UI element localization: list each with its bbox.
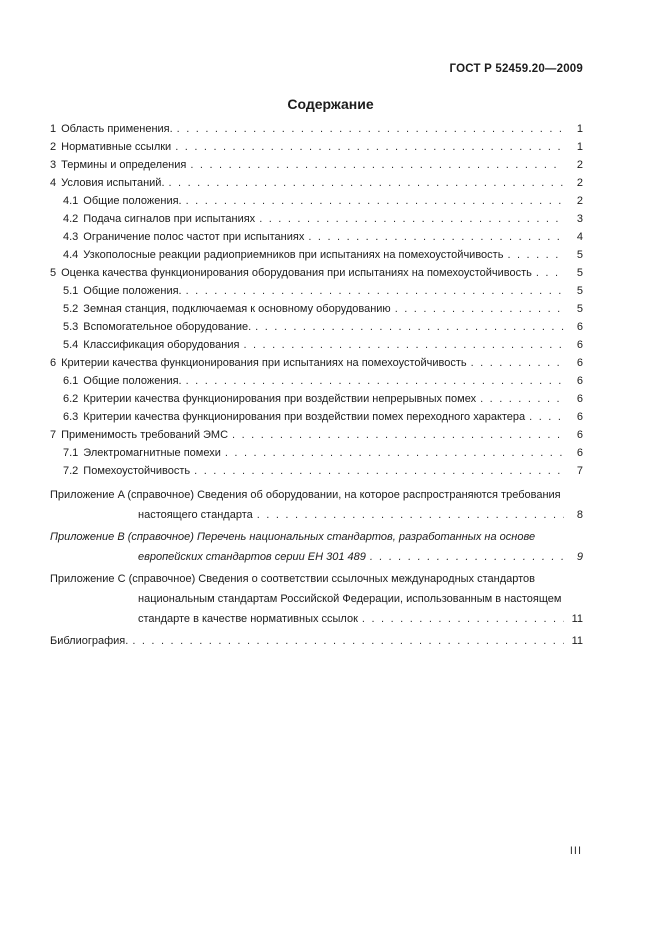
toc-entry bbox=[50, 354, 583, 372]
toc-entry-page: 6 bbox=[576, 321, 583, 333]
dot-leader bbox=[190, 156, 564, 174]
toc-entry-label: Критерии качества функционирования при воздействии непрерывных помех bbox=[83, 393, 477, 405]
appendix-line bbox=[50, 589, 583, 609]
toc-entry-page: 6 bbox=[576, 429, 583, 441]
appendix-text: стандарте в качестве нормативных ссылок bbox=[138, 613, 358, 625]
toc-entry-label: Общие положения. bbox=[83, 195, 182, 207]
appendix-line bbox=[50, 609, 583, 629]
toc-entry bbox=[50, 372, 583, 390]
bibliography-entry bbox=[50, 631, 583, 651]
dot-leader bbox=[471, 354, 564, 372]
toc-entry bbox=[50, 156, 583, 174]
dot-leader bbox=[132, 631, 564, 651]
appendix-line bbox=[50, 569, 583, 589]
toc-entry bbox=[50, 264, 583, 282]
toc-entry bbox=[50, 300, 583, 318]
appendix-entry bbox=[50, 485, 583, 525]
toc-entry-label: Нормативные ссылки bbox=[61, 141, 172, 153]
bibliography-label: Библиография. bbox=[50, 635, 129, 647]
toc-entry-label: Электромагнитные помехи bbox=[83, 447, 221, 459]
appendix-text: Приложение A (справочное) Сведения об оборудовании, на которое распространяются требования bbox=[50, 489, 561, 501]
toc-entry-number: 6 bbox=[50, 357, 57, 369]
toc-entry-label: Применимость требований ЭМС bbox=[61, 429, 229, 441]
dot-leader bbox=[507, 246, 564, 264]
toc-entry bbox=[50, 444, 583, 462]
toc-entry-number: 4 bbox=[50, 177, 57, 189]
toc-entry-label: Узкополосные реакции радиоприемников при испытаниях на помехоустойчивость bbox=[83, 249, 504, 261]
appendix-list bbox=[50, 485, 583, 651]
toc-entry-page: 5 bbox=[576, 303, 583, 315]
dot-leader bbox=[362, 609, 564, 629]
toc-entry bbox=[50, 228, 583, 246]
toc-entry bbox=[50, 246, 583, 264]
toc-entry-number: 6.1 bbox=[63, 375, 79, 387]
table-of-contents bbox=[50, 120, 583, 651]
toc-entry-number: 3 bbox=[50, 159, 57, 171]
toc-entry-label: Классификация оборудования bbox=[83, 339, 240, 351]
toc-entry bbox=[50, 192, 583, 210]
dot-leader bbox=[194, 462, 564, 480]
toc-entry-page: 1 bbox=[576, 141, 583, 153]
toc-entry-label: Общие положения. bbox=[83, 285, 182, 297]
toc-entry-label: Земная станция, подключаемая к основному оборудованию bbox=[83, 303, 391, 315]
toc-entry-number: 5 bbox=[50, 267, 57, 279]
appendix-line bbox=[50, 485, 583, 505]
dot-leader bbox=[308, 228, 564, 246]
toc-entry-label: Вспомогательное оборудование. bbox=[83, 321, 252, 333]
toc-entry-page: 9 bbox=[576, 551, 583, 563]
toc-entry-number: 5.4 bbox=[63, 339, 79, 351]
toc-entry bbox=[50, 210, 583, 228]
toc-entry-page: 6 bbox=[576, 357, 583, 369]
dot-leader bbox=[529, 408, 564, 426]
toc-entry-number: 2 bbox=[50, 141, 57, 153]
toc-entry-label: Общие положения. bbox=[83, 375, 182, 387]
toc-entry-page: 1 bbox=[576, 123, 583, 135]
dot-leader bbox=[370, 547, 564, 567]
toc-entry-number: 7.1 bbox=[63, 447, 79, 459]
toc-entry-label: Критерии качества функционирования при испытаниях на помехоустойчивость bbox=[61, 357, 467, 369]
toc-entry bbox=[50, 318, 583, 336]
toc-entry-page: 5 bbox=[576, 267, 583, 279]
toc-entry-page: 6 bbox=[576, 339, 583, 351]
dot-leader bbox=[186, 282, 564, 300]
dot-leader bbox=[177, 120, 564, 138]
toc-entry bbox=[50, 282, 583, 300]
doc-code: ГОСТ Р 52459.20—2009 bbox=[449, 63, 583, 75]
appendix-entry bbox=[50, 569, 583, 629]
toc-entry-label: Ограничение полос частот при испытаниях bbox=[83, 231, 305, 243]
dot-leader bbox=[175, 138, 564, 156]
appendix-line bbox=[50, 527, 583, 547]
toc-entry-label: Условия испытаний. bbox=[61, 177, 165, 189]
toc-entry-page: 4 bbox=[576, 231, 583, 243]
toc-entry-page: 8 bbox=[576, 509, 583, 521]
dot-leader bbox=[536, 264, 564, 282]
appendix-text: национальным стандартам Российской Федерации, использованным в настоящем bbox=[138, 593, 562, 605]
toc-entry-number: 5.2 bbox=[63, 303, 79, 315]
toc-entry-label: Термины и определения bbox=[61, 159, 187, 171]
toc-entry-page: 11 bbox=[571, 635, 583, 647]
toc-entry-page: 7 bbox=[576, 465, 583, 477]
dot-leader bbox=[186, 192, 564, 210]
appendix-text: Приложение C (справочное) Сведения о соответствии ссылочных международных стандартов bbox=[50, 573, 535, 585]
appendix-text: Приложение B (справочное) Перечень национальных стандартов, разработанных на основе bbox=[50, 531, 536, 543]
dot-leader bbox=[480, 390, 564, 408]
dot-leader bbox=[186, 372, 564, 390]
appendix-line bbox=[50, 547, 583, 567]
toc-entry-page: 6 bbox=[576, 447, 583, 459]
toc-entry-page: 6 bbox=[576, 375, 583, 387]
toc-entry-label: Помехоустойчивость bbox=[83, 465, 191, 477]
toc-entry-number: 5.1 bbox=[63, 285, 79, 297]
toc-entry bbox=[50, 408, 583, 426]
toc-entry bbox=[50, 390, 583, 408]
toc-entry-label: Подача сигналов при испытаниях bbox=[83, 213, 256, 225]
toc-entry-number: 4.4 bbox=[63, 249, 79, 261]
dot-leader bbox=[225, 444, 564, 462]
dot-leader bbox=[255, 318, 564, 336]
toc-entry-page: 6 bbox=[576, 393, 583, 405]
appendix-text: настоящего стандарта bbox=[138, 509, 253, 521]
dot-leader bbox=[232, 426, 564, 444]
toc-entry-label: Область применения. bbox=[61, 123, 173, 135]
dot-leader bbox=[259, 210, 564, 228]
toc-entry-number: 6.3 bbox=[63, 411, 79, 423]
toc-entry bbox=[50, 336, 583, 354]
toc-entry-page: 11 bbox=[571, 613, 583, 625]
toc-entry-page: 6 bbox=[576, 411, 583, 423]
appendix-entry bbox=[50, 527, 583, 567]
toc-entry-number: 7 bbox=[50, 429, 57, 441]
dot-leader bbox=[169, 174, 565, 192]
dot-leader bbox=[395, 300, 564, 318]
appendix-text: европейских стандартов серии ЕН 301 489 bbox=[138, 551, 366, 563]
footer-page-number: III bbox=[569, 845, 582, 857]
toc-entry-number: 1 bbox=[50, 123, 57, 135]
toc-entry-label: Критерии качества функционирования при воздействии помех переходного характера bbox=[83, 411, 526, 423]
toc-entry-number: 5.3 bbox=[63, 321, 79, 333]
toc-entry bbox=[50, 462, 583, 480]
toc-entry-number: 6.2 bbox=[63, 393, 79, 405]
toc-entry-page: 5 bbox=[576, 249, 583, 261]
toc-entry-page: 2 bbox=[576, 159, 583, 171]
toc-entry-page: 2 bbox=[576, 195, 583, 207]
appendix-line bbox=[50, 505, 583, 525]
toc-entry-page: 5 bbox=[576, 285, 583, 297]
page-title: Содержание bbox=[287, 96, 374, 112]
toc-entry-label: Оценка качества функционирования оборудования при испытаниях на помехоустойчивость bbox=[61, 267, 532, 279]
dot-leader bbox=[243, 336, 564, 354]
toc-entry bbox=[50, 426, 583, 444]
toc-entry-page: 3 bbox=[576, 213, 583, 225]
toc-entry-number: 4.3 bbox=[63, 231, 79, 243]
toc-entry bbox=[50, 174, 583, 192]
toc-entry-number: 4.2 bbox=[63, 213, 79, 225]
toc-entry bbox=[50, 138, 583, 156]
toc-entry bbox=[50, 120, 583, 138]
toc-entry-number: 7.2 bbox=[63, 465, 79, 477]
toc-entry-number: 4.1 bbox=[63, 195, 79, 207]
toc-entry-page: 2 bbox=[576, 177, 583, 189]
dot-leader bbox=[257, 505, 564, 525]
